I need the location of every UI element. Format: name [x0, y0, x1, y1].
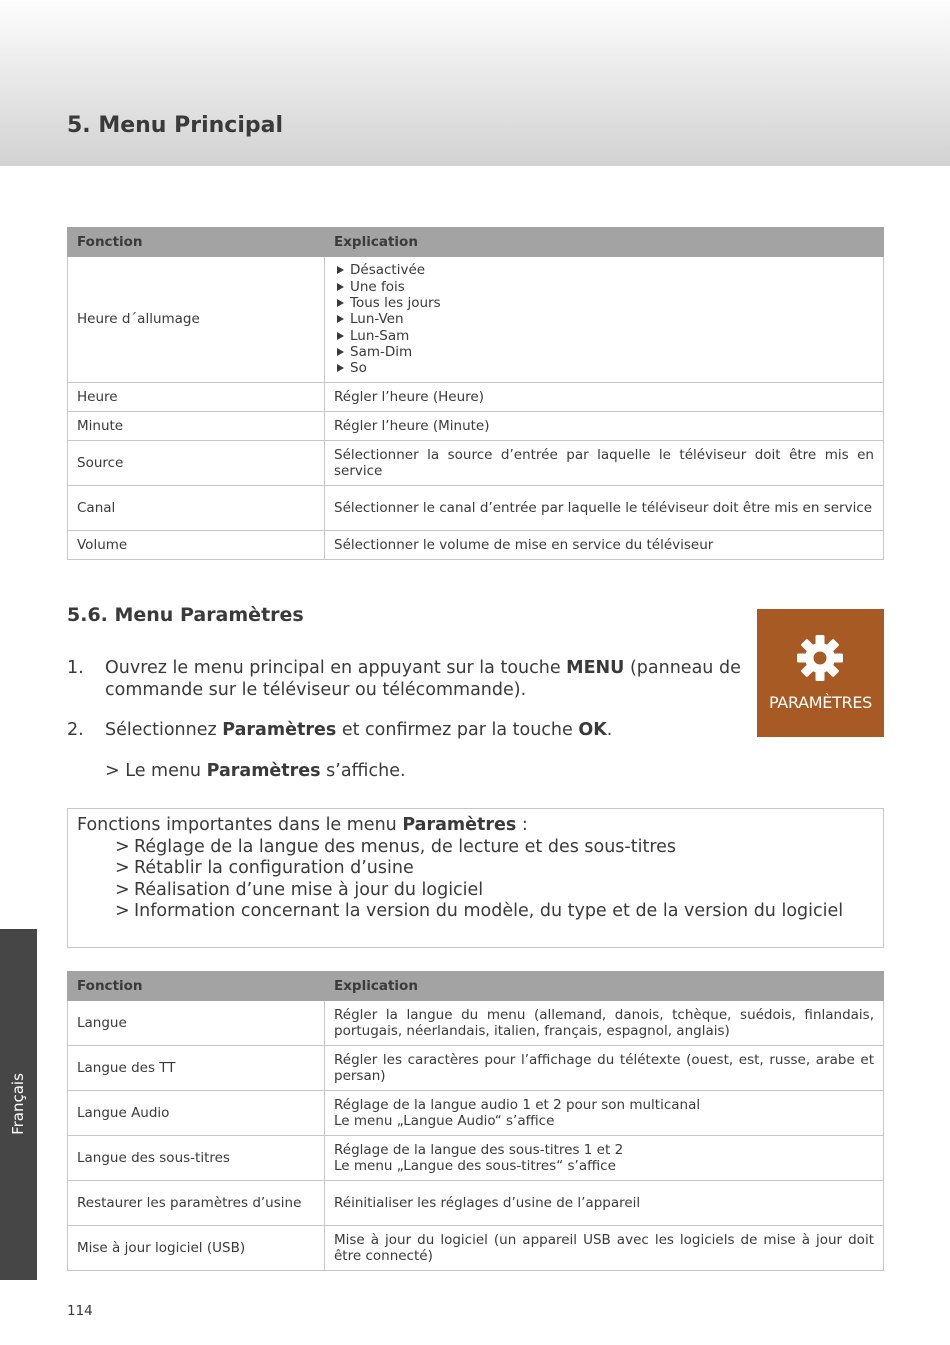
- triangle-bullet-icon: [337, 348, 344, 356]
- column-header-explanation: Explication: [325, 228, 884, 257]
- list-item: [334, 295, 874, 311]
- list-item: > Réalisation d’une mise à jour du logiciel: [115, 879, 484, 900]
- function-cell: Source: [68, 441, 325, 486]
- function-cell: Langue Audio: [68, 1091, 325, 1136]
- info-list: [77, 837, 874, 923]
- function-cell: Volume: [68, 531, 325, 560]
- function-table-settings: [67, 971, 884, 1271]
- table-row: [68, 1226, 884, 1271]
- instruction-step-2: [67, 719, 747, 741]
- list-item: > Rétablir la configuration d’usine: [115, 858, 414, 879]
- column-header-function: Fonction: [68, 972, 325, 1001]
- table-row: [68, 1091, 884, 1136]
- function-cell: Mise à jour logiciel (USB): [68, 1226, 325, 1271]
- function-cell: Restaurer les paramètres d’usine: [68, 1181, 325, 1226]
- section-title: 5.6. Menu Paramètres: [67, 604, 304, 626]
- tile-label: PARAMÈTRES: [768, 693, 873, 712]
- table-header-row: [68, 972, 884, 1001]
- explanation-cell: Sélectionner la source d’entrée par laquelle le téléviseur doit être mis en service: [325, 441, 884, 486]
- table-row: [68, 441, 884, 486]
- explanation-cell: Régler l’heure (Heure): [325, 383, 884, 412]
- header-band: [0, 0, 950, 166]
- explanation-cell: Sélectionner le volume de mise en service du téléviseur: [325, 531, 884, 560]
- table-row: [68, 412, 884, 441]
- column-header-explanation: Explication: [325, 972, 884, 1001]
- option-label: Tous les jours: [350, 295, 441, 312]
- function-cell: Heure: [68, 383, 325, 412]
- step-text: Ouvrez le menu principal en appuyant sur la touche MENU (panneau de commande sur le téléviseur ou télécommande).: [105, 658, 741, 700]
- function-cell: Minute: [68, 412, 325, 441]
- triangle-bullet-icon: [337, 315, 344, 323]
- list-item: [334, 311, 874, 327]
- option-label: Lun-Ven: [350, 311, 404, 328]
- ok-key-label: OK: [578, 720, 607, 740]
- menu-key-label: MENU: [566, 658, 625, 678]
- table-row: [68, 383, 884, 412]
- function-table-timer: [67, 227, 884, 560]
- page-number: 114: [67, 1303, 93, 1319]
- table-row: [68, 1001, 884, 1046]
- language-label: Français: [9, 1073, 27, 1135]
- table-row: [68, 1046, 884, 1091]
- explanation-cell: Sélectionner le canal d’entrée par laquelle le téléviseur doit être mis en service: [325, 486, 884, 531]
- explanation-cell: Mise à jour du logiciel (un appareil USB avec les logiciels de mise à jour doit être connecté): [325, 1226, 884, 1271]
- list-item: [334, 262, 874, 278]
- step-number: 1.: [67, 658, 84, 678]
- list-item: [334, 360, 874, 376]
- explanation-cell: Réglage de la langue des sous-titres 1 et 2 Le menu „Langue des sous-titres“ s’affice: [325, 1136, 884, 1181]
- option-label: Sam-Dim: [350, 343, 413, 360]
- gear-icon: [796, 634, 844, 682]
- list-item: > Information concernant la version du modèle, du type et de la version du logiciel: [115, 901, 844, 922]
- instruction-step-1: [67, 657, 747, 701]
- list-item: [334, 328, 874, 344]
- list-item: > Réglage de la langue des menus, de lecture et des sous-titres: [115, 836, 677, 857]
- option-list: [334, 262, 874, 376]
- function-cell: Heure d´allumage: [68, 257, 325, 383]
- function-cell: Langue: [68, 1001, 325, 1046]
- option-label: Lun-Sam: [350, 327, 410, 344]
- option-label: Une fois: [350, 278, 405, 295]
- triangle-bullet-icon: [337, 332, 344, 340]
- table-row: [68, 486, 884, 531]
- table-row: [68, 1136, 884, 1181]
- list-item: [334, 279, 874, 295]
- triangle-bullet-icon: [337, 299, 344, 307]
- table-header-row: [68, 228, 884, 257]
- table-row: [68, 531, 884, 560]
- triangle-bullet-icon: [337, 364, 344, 372]
- explanation-cell: Réglage de la langue audio 1 et 2 pour son multicanal Le menu „Langue Audio“ s’affice: [325, 1091, 884, 1136]
- option-label: Désactivée: [350, 262, 426, 279]
- function-cell: Canal: [68, 486, 325, 531]
- explanation-cell: Réinitialiser les réglages d’usine de l’appareil: [325, 1181, 884, 1226]
- info-intro: Fonctions importantes dans le menu Paramètres :: [77, 815, 528, 835]
- list-item: [334, 344, 874, 360]
- explanation-cell: Régler les caractères pour l’affichage du télétexte (ouest, est, russe, arabe et persan): [325, 1046, 884, 1091]
- column-header-function: Fonction: [68, 228, 325, 257]
- table-row: [68, 257, 884, 383]
- triangle-bullet-icon: [337, 266, 344, 274]
- table-row: [68, 1181, 884, 1226]
- triangle-bullet-icon: [337, 283, 344, 291]
- option-label: So: [350, 360, 367, 377]
- step-result: > Le menu Paramètres s’affiche.: [105, 761, 406, 781]
- function-cell: Langue des TT: [68, 1046, 325, 1091]
- page-title: 5. Menu Principal: [67, 113, 284, 138]
- step-text: Sélectionnez Paramètres et confirmez par la touche OK.: [105, 720, 613, 740]
- info-box: [67, 808, 884, 948]
- explanation-cell: Régler la langue du menu (allemand, danois, tchèque, suédois, finlandais, portugais, néerlandais, italien, français, espagnol, anglais): [325, 1001, 884, 1046]
- step-number: 2.: [67, 720, 84, 740]
- explanation-cell: Régler l’heure (Minute): [325, 412, 884, 441]
- explanation-cell: [325, 257, 884, 383]
- settings-tile: [757, 609, 884, 737]
- function-cell: Langue des sous-titres: [68, 1136, 325, 1181]
